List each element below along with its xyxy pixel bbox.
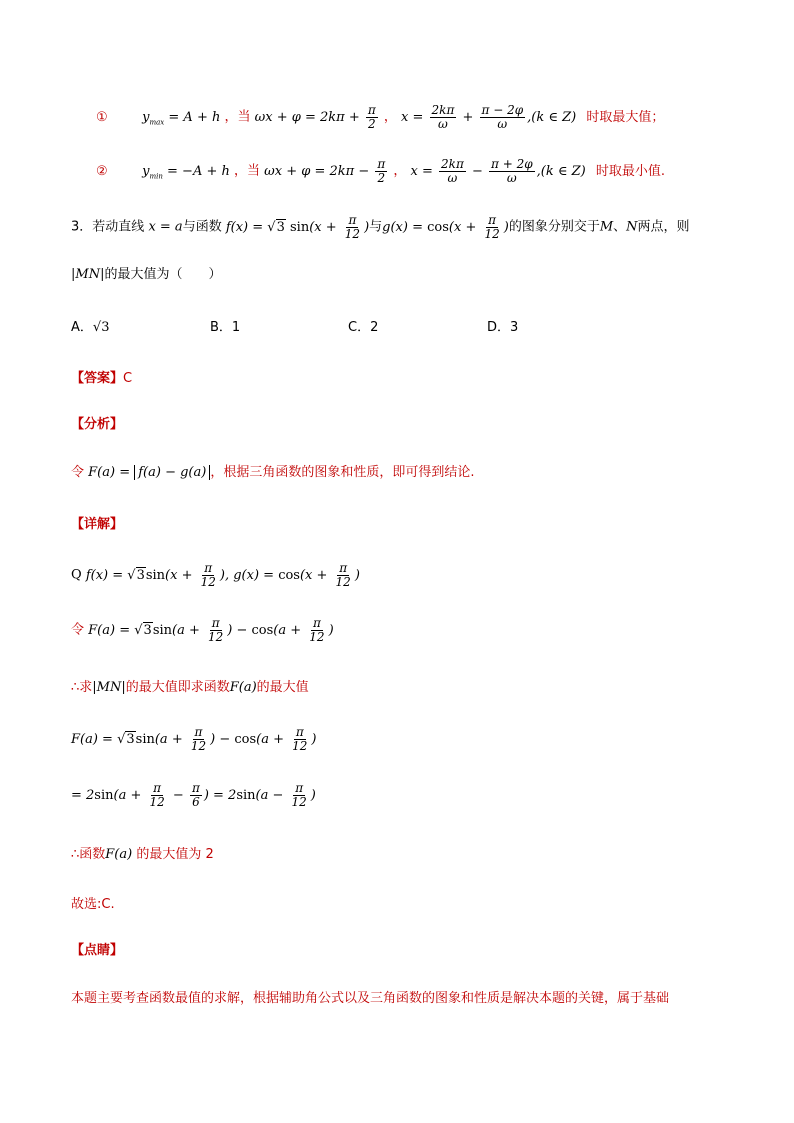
formula-mn-2: |MN| <box>92 680 126 695</box>
therefore1-text-c: 的最大值 <box>256 680 309 695</box>
detail-line-4 <box>71 726 316 752</box>
question-text-b: 与函数 <box>182 219 222 235</box>
answer-value: C <box>123 371 133 386</box>
prop2-when: ，当 <box>234 163 261 179</box>
marker-2: ② <box>96 163 108 179</box>
formula-F-simplified: = 2sin(a + $\frac{\pi}{12}$ − $\frac{\pi}{6}$ ) = 2sin(a − $\frac{\pi}{12}$ ) <box>71 781 316 809</box>
property-max <box>96 104 664 130</box>
formula-Fa-1: F(a) <box>229 680 257 695</box>
option-d: D．3 <box>487 320 519 335</box>
detail-label: 【详解】 <box>71 517 124 532</box>
option-a: A．√3 <box>71 320 110 335</box>
therefore2-text: ∴函数 <box>71 847 106 862</box>
detail-line-2 <box>71 617 334 643</box>
formula-F-expr: F(a) = √3sin(a + $\frac{\pi}{12}$ ) − cos(a + $\frac{\pi}{12}$ ) <box>88 616 334 644</box>
formula-given: f(x) = √3sin(x + $\frac{\pi}{12}$ ), g(x) = cos(x + $\frac{\pi}{12}$ ) <box>85 561 360 589</box>
prop1-when: ，当 <box>224 109 251 125</box>
marker-1: ① <box>96 109 108 125</box>
formula-x-max: x = $\frac{2k\pi}{\omega}$ + $\frac{\pi - 2\varphi}{\omega}$ ,(k ∈ Z) <box>401 103 577 131</box>
choice-text: 故选:C. <box>71 897 115 912</box>
formula-Fa-2: F(a) <box>105 847 133 862</box>
analysis-body <box>71 461 474 480</box>
therefore1-text-b: 的最大值即求函数 <box>125 680 230 695</box>
detail-heading <box>71 513 123 532</box>
question-text-a: 若动直线 <box>92 219 145 235</box>
prop1-then: ， <box>383 109 397 125</box>
analysis-label: 【分析】 <box>71 417 124 432</box>
answer <box>71 367 132 386</box>
option-b: B．1 <box>210 320 241 335</box>
question-number: 3． <box>71 219 93 235</box>
question-text-c: 与 <box>369 219 383 235</box>
option-d-value: 3 <box>510 320 519 335</box>
because-symbol: Q <box>71 567 82 583</box>
detail-line-3 <box>71 676 309 695</box>
point-n: N <box>626 219 638 235</box>
max-value: 2 <box>205 847 214 862</box>
formula-F-expr-2: F(a) = √3sin(a + $\frac{\pi}{12}$ ) − cos(a + $\frac{\pi}{12}$ ) <box>71 725 317 753</box>
question-3-line-1 <box>71 214 690 240</box>
option-c-value: 2 <box>370 320 379 335</box>
detail-line-5 <box>71 782 316 808</box>
option-a-value: √3 <box>92 320 110 335</box>
comment-label: 【点睛】 <box>71 943 124 958</box>
therefore2-text-b: 的最大值为 <box>136 847 202 862</box>
formula-ymin: $y_{min} = -A + h$ <box>142 163 230 181</box>
therefore1-text: ∴求 <box>71 680 93 695</box>
formula-g: g(x) = cos(x + $\frac{\pi}{12}$ ) <box>382 213 509 241</box>
point-m: M <box>599 219 614 235</box>
answer-label: 【答案】 <box>71 371 124 386</box>
comment-body <box>71 987 669 1006</box>
prop1-tail: 时取最大值； <box>586 109 665 125</box>
formula-x-min: x = $\frac{2k\pi}{\omega}$ − $\frac{\pi + 2\varphi}{\omega}$ ,(k ∈ Z) <box>410 157 586 185</box>
formula-line: x = a <box>148 219 183 235</box>
comment-text: 本题主要考查函数最值的求解，根据辅助角公式以及三角函数的图象和性质是解决本题的关键，属于基础 <box>71 991 670 1006</box>
formula-cond-max: ωx + φ = 2kπ + $\frac{\pi}{2}$ <box>254 103 376 131</box>
option-b-value: 1 <box>231 320 241 335</box>
question-text-e: 、 <box>613 219 627 235</box>
question-text-f: 两点，则 <box>637 219 690 235</box>
formula-cond-min: ωx + φ = 2kπ − $\frac{\pi}{2}$ <box>264 157 386 185</box>
property-min <box>96 158 665 184</box>
analysis-heading <box>71 413 123 432</box>
detail-line-6 <box>71 843 214 862</box>
question-3-line-2 <box>71 263 221 282</box>
analysis-prefix: 令 <box>71 465 85 480</box>
prop2-tail: 时取最小值. <box>595 163 665 179</box>
question-text-d: 的图象分别交于 <box>508 219 600 235</box>
analysis-text: ，根据三角函数的图象和性质，即可得到结论. <box>210 465 475 480</box>
formula-ymax: $y_{max} = A + h$ <box>142 109 221 127</box>
formula-f: f(x) = √3 sin(x + $\frac{\pi}{12}$ ) <box>225 213 370 241</box>
detail-line-1 <box>71 562 360 588</box>
question-text-g: 的最大值为（ ） <box>104 267 222 282</box>
prop2-then: ， <box>393 163 407 179</box>
let-text: 令 <box>71 622 85 638</box>
formula-F-def: F(a) = f(a) − g(a) <box>88 465 210 480</box>
formula-mn: |MN| <box>71 267 105 282</box>
detail-choice <box>71 893 115 912</box>
comment-heading <box>71 939 123 958</box>
option-c: C．2 <box>348 320 379 335</box>
